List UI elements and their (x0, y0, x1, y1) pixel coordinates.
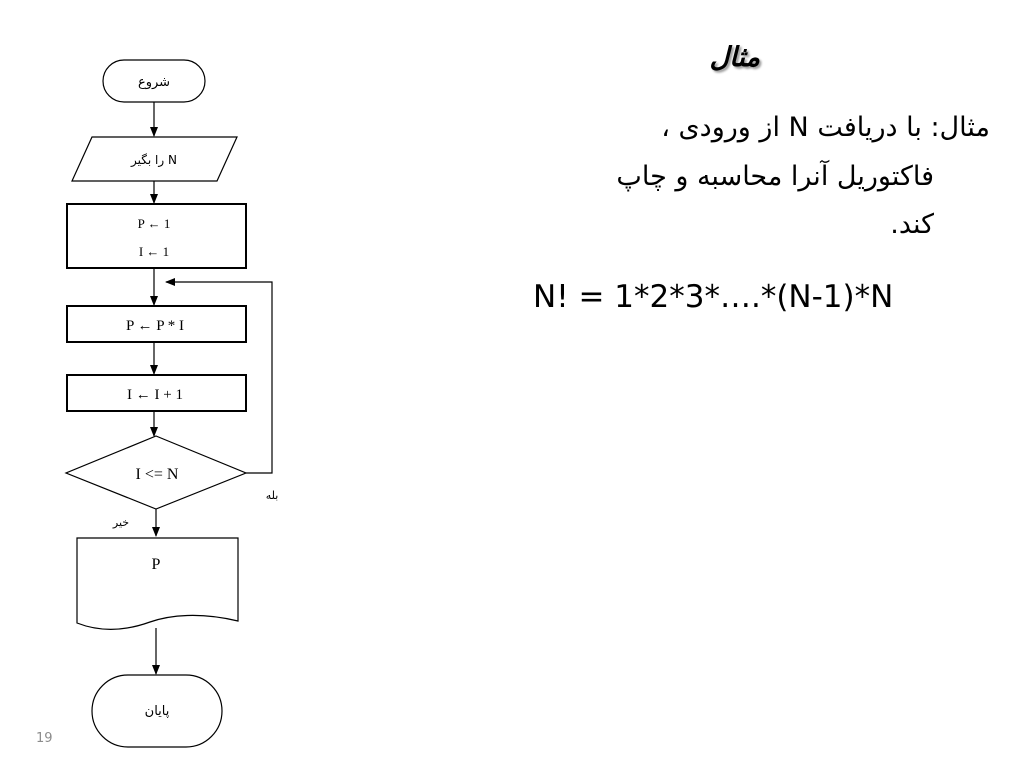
factorial-formula: N! = 1*2*3*….*(N-1)*N (533, 279, 894, 315)
statement-line-1: مثال: با دریافت N از ورودی ، (661, 112, 990, 143)
end-label: پایان (144, 704, 170, 719)
statement-line-2: فاکتوریل آنرا محاسبه و چاپ (616, 160, 934, 192)
slide-title: مثال (709, 42, 760, 73)
yes-label: بله (265, 489, 279, 502)
page-number: 19 (36, 731, 53, 746)
init-p-label: P ← 1 (137, 216, 171, 231)
no-label: خیر (112, 516, 130, 529)
output-label: P (151, 556, 161, 573)
statement-line-3: کند. (890, 209, 934, 241)
problem-statement (530, 104, 990, 250)
increment-label: I ← I + 1 (127, 387, 183, 403)
init-i-label: I ← 1 (138, 244, 170, 259)
multiply-label: P ← P * I (125, 318, 185, 334)
input-label: N را بگیر (131, 153, 177, 167)
start-label: شروع (137, 75, 171, 90)
condition-label: I <= N (135, 466, 179, 483)
output-document (77, 538, 238, 629)
